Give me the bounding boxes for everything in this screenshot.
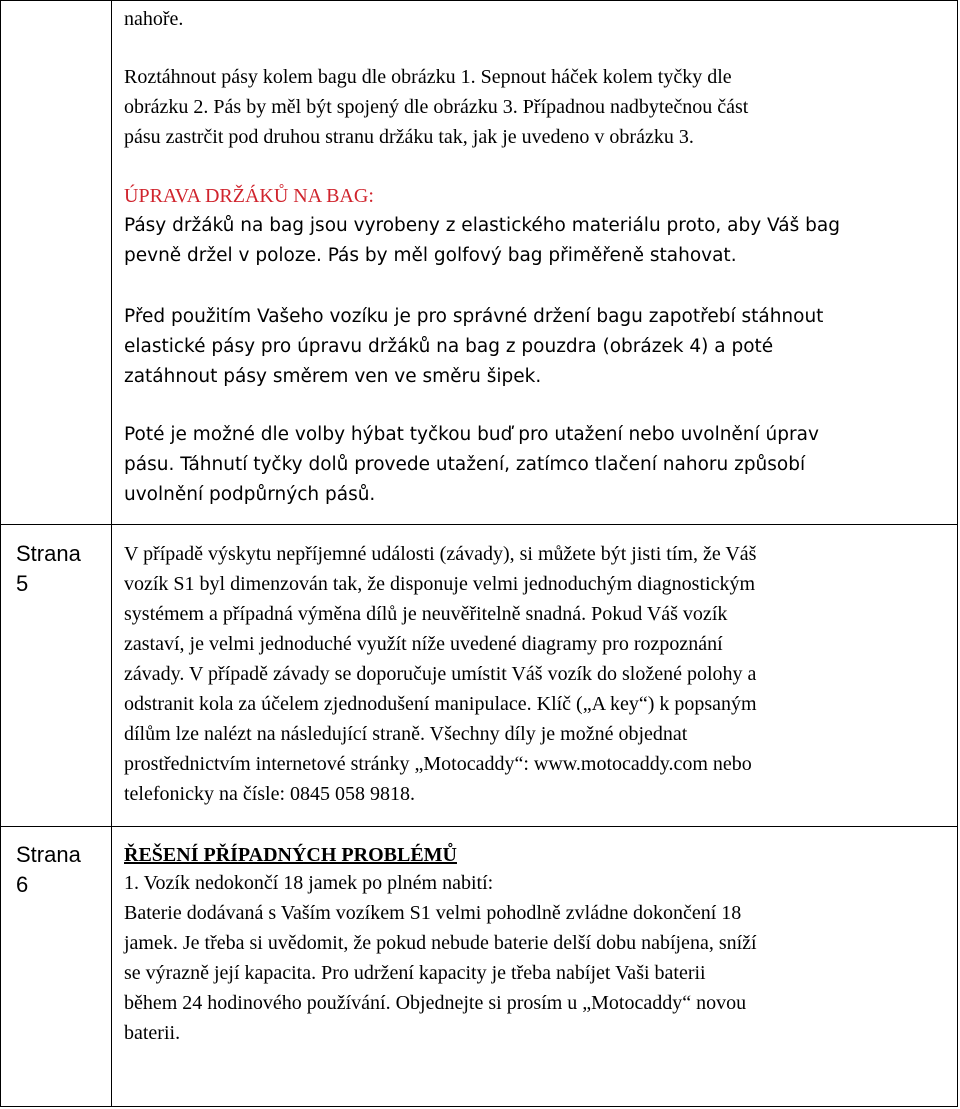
row-divider-page5: [0, 524, 958, 525]
row-divider-page6: [0, 826, 958, 827]
section-heading-reseni: ŘEŠENÍ PŘÍPADNÝCH PROBLÉMŮ: [124, 844, 457, 866]
paragraph-roztahnout: Roztáhnout pásy kolem bagu dle obrázku 1. Sepnout háček kolem tyčky dle obrázku 2. Pás by měl být spojený dle obrázku 3. Případnou nadbytečnou část pásu zastrčit pod druhou stranu držáku tak, jak je uvedeno v obrázku 3.: [124, 66, 749, 148]
page-label-6: Strana 6: [16, 842, 81, 897]
page-label-5: Strana 5: [16, 541, 81, 596]
paragraph-diagnostics: V případě výskytu nepříjemné události (závady), si můžete být jisti tím, že Váš vozík S1 byl dimenzován tak, že disponuje velmi jednoduchým diagnostickým systémem a případná výměna dílů je neuvěřitelně snadná. Pokud Váš vozík zastaví, je velmi jednoduché využít níže uvedené diagramy pro rozpoznání závady. V případě závady se doporučuje umístit Váš vozík do složené polohy a odstranit kola za účelem zjednodušení manipulace. Klíč („A key“) k popsaným dílům lze nalézt na následující straně. Všechny díly je možné objednat prostřednictvím internetové stránky „Motocaddy“: www.motocaddy.com nebo telefonicky na čísle: 0845 058 9818.: [124, 543, 757, 805]
paragraph-pote: Poté je možné dle volby hýbat tyčkou buď pro utažení nebo uvolnění úprav pásu. Táhnutí tyčky dolů provede utažení, zatímco tlačení nahoru způsobí uvolnění podpůrných pásů.: [124, 424, 819, 505]
item-1-title: 1. Vozík nedokončí 18 jamek po plném nabití:: [124, 872, 494, 894]
continuation-text: nahoře.: [124, 8, 184, 30]
section-heading-uprava: ÚPRAVA DRŽÁKŮ NA BAG:: [124, 185, 374, 207]
column-divider: [111, 0, 112, 1107]
paragraph-battery: 1. Vozík nedokončí 18 jamek po plném nabití: Baterie dodávaná s Vaším vozíkem S1 velmi pohodlně zvládne dokončení 18 jamek. Je třeba si uvědomit, že pokud nebude baterie delší dobu nabíjena, sníží se výrazně její kapacita. Pro udržení kapacity je třeba nabíjet Vaši baterii během 24 hodinového používání. Objednejte si prosím u „Motocaddy“ novou baterii.: [124, 868, 950, 1048]
paragraph-pred: Před použitím Vašeho vozíku je pro správné držení bagu zapotřebí stáhnout elastické pásy pro úpravu držáků na bag z pouzdra (obrázek 4) a poté zatáhnout pásy směrem ven ve směru šipek.: [124, 306, 824, 387]
paragraph-pasy: Pásy držáků na bag jsou vyrobeny z elastického materiálu proto, aby Váš bag pevně držel v poloze. Pás by měl golfový bag přiměřeně stahovat.: [124, 215, 840, 266]
